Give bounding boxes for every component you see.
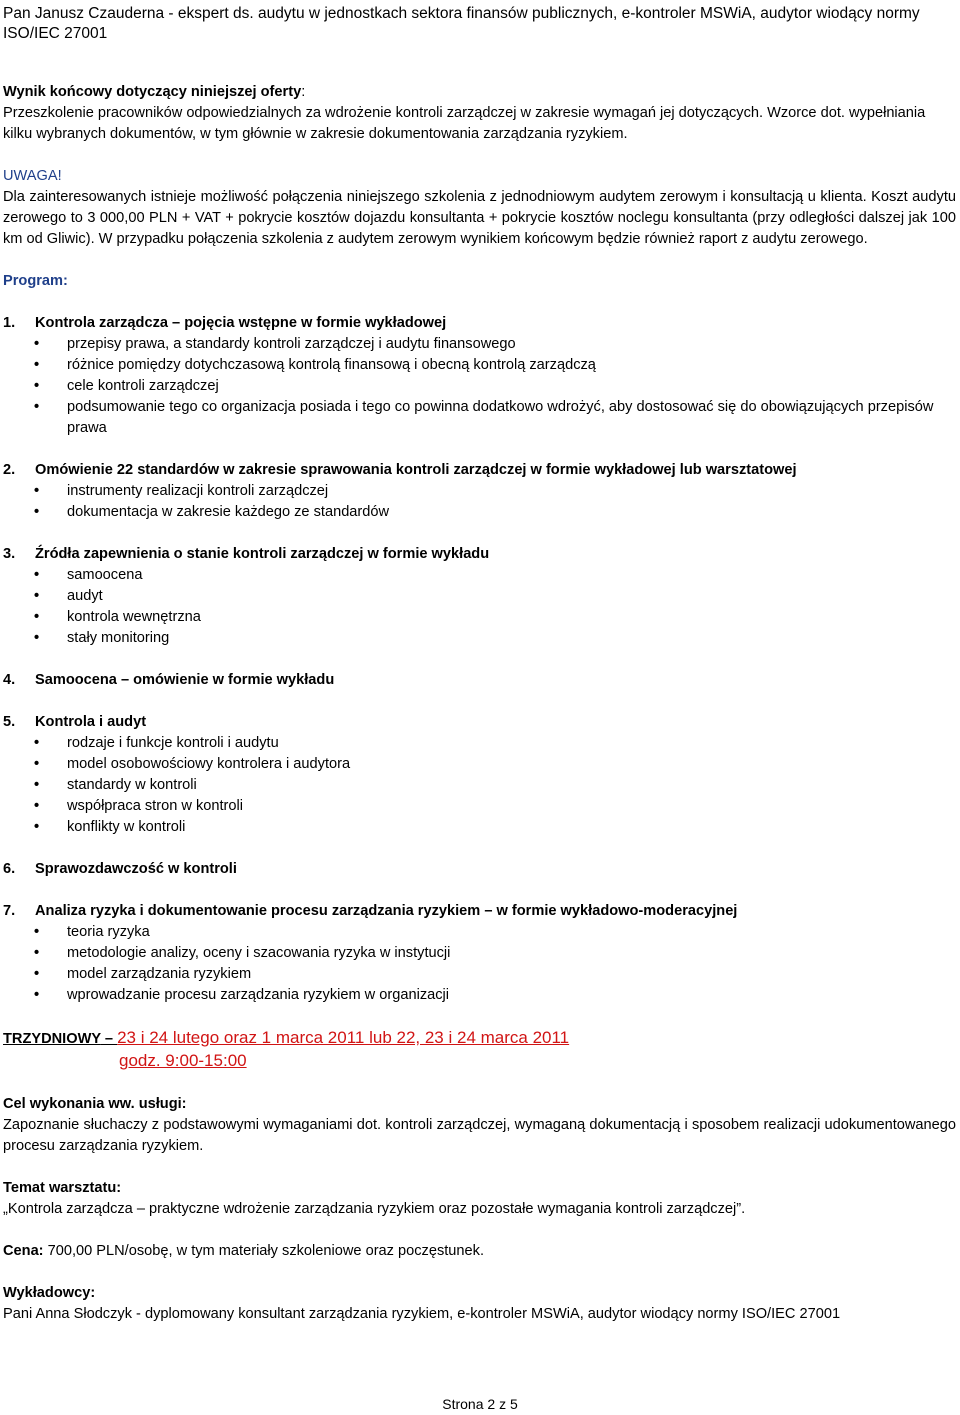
- price-text: 700,00 PLN/osobę, w tym materiały szkoleniowe oraz poczęstunek.: [43, 1243, 485, 1259]
- list-item: • model osobowościowy kontrolera i audytora: [3, 754, 956, 775]
- program-bullet-list: [3, 733, 956, 838]
- section-number: 5.: [3, 714, 16, 730]
- page-header: [3, 4, 953, 44]
- page-footer: [0, 1396, 960, 1412]
- lecturers-text: Pani Anna Słodczyk - dyplomowany konsultant zarządzania ryzykiem, e-kontroler MSWiA, audytor wiodący normy ISO/IEC 27001: [3, 1306, 841, 1322]
- note-text-3: W przypadku połączenia szkolenia z audytem zerowym wynikiem końcowym będzie również raport z audytu zerowego.: [94, 231, 868, 247]
- section-title-text: Samoocena – omówienie w formie wykładu: [35, 672, 335, 688]
- note-text-1: Dla zainteresowanych istnieje możliwość połączenia niniejszego szkolenia z jednodniowym audytem zerowym i konsultacją u klienta.: [3, 189, 867, 205]
- schedule-hours: godz. 9:00-15:00: [119, 1051, 247, 1070]
- section-number: 7.: [3, 903, 16, 919]
- note-text-2: Koszt audytu zerowego to 3 000,00 PLN + VAT + pokrycie kosztów dojazdu konsultanta + pokrycie kosztów noclegu konsultanta (przy odległości dalszej jak 100 km od Gliwic).: [3, 189, 956, 247]
- page-number: Strona 2 z 5: [442, 1396, 518, 1412]
- list-item: • standardy w kontroli: [3, 775, 956, 796]
- list-item: • różnice pomiędzy dotychczasową kontrolą finansową i obecną kontrolą zarządczą: [3, 355, 956, 376]
- list-item: • samoocena: [3, 565, 956, 586]
- price-label: Cena:: [3, 1243, 44, 1259]
- section-title-text: Omówienie 22 standardów w zakresie sprawowania kontroli zarządczej w formie wykładowej lub warsztatowej: [35, 462, 797, 478]
- list-item: • metodologie analizy, oceny i szacowania ryzyka w instytucji: [3, 943, 956, 964]
- list-item: • kontrola wewnętrzna: [3, 607, 956, 628]
- program-section-title: [3, 712, 956, 733]
- section-title-text: Sprawozdawczość w kontroli: [35, 861, 237, 877]
- lecturers-label: Wykładowcy:: [3, 1285, 96, 1301]
- section-number: 1.: [3, 315, 16, 331]
- price: [3, 1241, 956, 1262]
- section-title-text: Analiza ryzyka i dokumentowanie procesu zarządzania ryzykiem – w formie wykładowo-moderacyjnej: [35, 903, 738, 919]
- program-section-title: [3, 313, 956, 334]
- header-text: Pan Janusz Czauderna - ekspert ds. audytu w jednostkach sektora finansów publicznych, e-kontroler MSWiA, audytor wiodący normy ISO/IEC 27001: [3, 5, 920, 42]
- section-title-text: Kontrola i audyt: [35, 714, 147, 730]
- section-number: 3.: [3, 546, 16, 562]
- goal-label: Cel wykonania ww. usługi:: [3, 1096, 187, 1112]
- topic-text: „Kontrola zarządcza – praktyczne wdrożenie zarządzania ryzykiem oraz pozostałe wymagania kontroli zarządczej”.: [3, 1201, 746, 1217]
- list-item: • podsumowanie tego co organizacja posiada i tego co powinna dodatkowo wdrożyć, aby dostosować się do obowiązujących przepisów prawa: [3, 397, 956, 439]
- list-item: • cele kontroli zarządczej: [3, 376, 956, 397]
- list-item: • przepisy prawa, a standardy kontroli zarządczej i audytu finansowego: [3, 334, 956, 355]
- section-number: 6.: [3, 861, 16, 877]
- schedule-hours-line: [3, 1050, 956, 1073]
- program-bullet-list: [3, 922, 956, 1006]
- schedule-dates: 23 i 24 lutego oraz 1 marca 2011 lub 22, 23 i 24 marca 2011: [117, 1028, 570, 1047]
- result-label: Wynik końcowy dotyczący niniejszej oferty: [3, 84, 302, 100]
- list-item: • współpraca stron w kontroli: [3, 796, 956, 817]
- list-item: • wprowadzanie procesu zarządzania ryzykiem w organizacji: [3, 985, 956, 1006]
- list-item: • rodzaje i funkcje kontroli i audytu: [3, 733, 956, 754]
- document-body: [3, 82, 956, 1325]
- result-colon: :: [301, 84, 306, 100]
- program-label: Program:: [3, 273, 68, 289]
- list-item: • model zarządzania ryzykiem: [3, 964, 956, 985]
- program-section-title: [3, 544, 956, 565]
- result-heading: [3, 82, 956, 103]
- section-number: 4.: [3, 672, 16, 688]
- list-item: • teoria ryzyka: [3, 922, 956, 943]
- program-section-title: [3, 901, 956, 922]
- goal-text: Zapoznanie słuchaczy z podstawowymi wymaganiami dot. kontroli zarządczej, wymaganą dokumentacją i sposobem realizacji udokumentowanego procesu zarządzania ryzykiem.: [3, 1117, 956, 1154]
- program-bullet-list: [3, 481, 956, 523]
- result-text: Przeszkolenie pracowników odpowiedzialnych za wdrożenie kontroli zarządczej w zakresie wymagań jej dotyczących. Wzorce dot. wypełniania kilku wybranych dokumentów, w tym głównie w zakresie dokumentowania zarządzania ryzykiem.: [3, 105, 926, 142]
- program-bullet-list: [3, 334, 956, 439]
- schedule: [3, 1027, 956, 1050]
- program-bullet-list: [3, 565, 956, 649]
- note-text: [3, 187, 956, 250]
- schedule-dash: –: [100, 1031, 118, 1047]
- schedule-type: TRZYDNIOWY: [3, 1031, 101, 1047]
- program-section-title: [3, 670, 956, 691]
- program-section-title: [3, 859, 956, 880]
- list-item: • stały monitoring: [3, 628, 956, 649]
- topic-label: Temat warsztatu:: [3, 1180, 122, 1196]
- section-title-text: Źródła zapewnienia o stanie kontroli zarządczej w formie wykładu: [35, 546, 490, 562]
- list-item: • dokumentacja w zakresie każdego ze standardów: [3, 502, 956, 523]
- section-title-text: Kontrola zarządcza – pojęcia wstępne w formie wykładowej: [35, 315, 447, 331]
- list-item: • instrumenty realizacji kontroli zarządczej: [3, 481, 956, 502]
- section-number: 2.: [3, 462, 16, 478]
- list-item: • audyt: [3, 586, 956, 607]
- program-sections: [3, 313, 956, 1006]
- list-item: • konflikty w kontroli: [3, 817, 956, 838]
- note-label: UWAGA!: [3, 168, 62, 184]
- program-section-title: [3, 460, 956, 481]
